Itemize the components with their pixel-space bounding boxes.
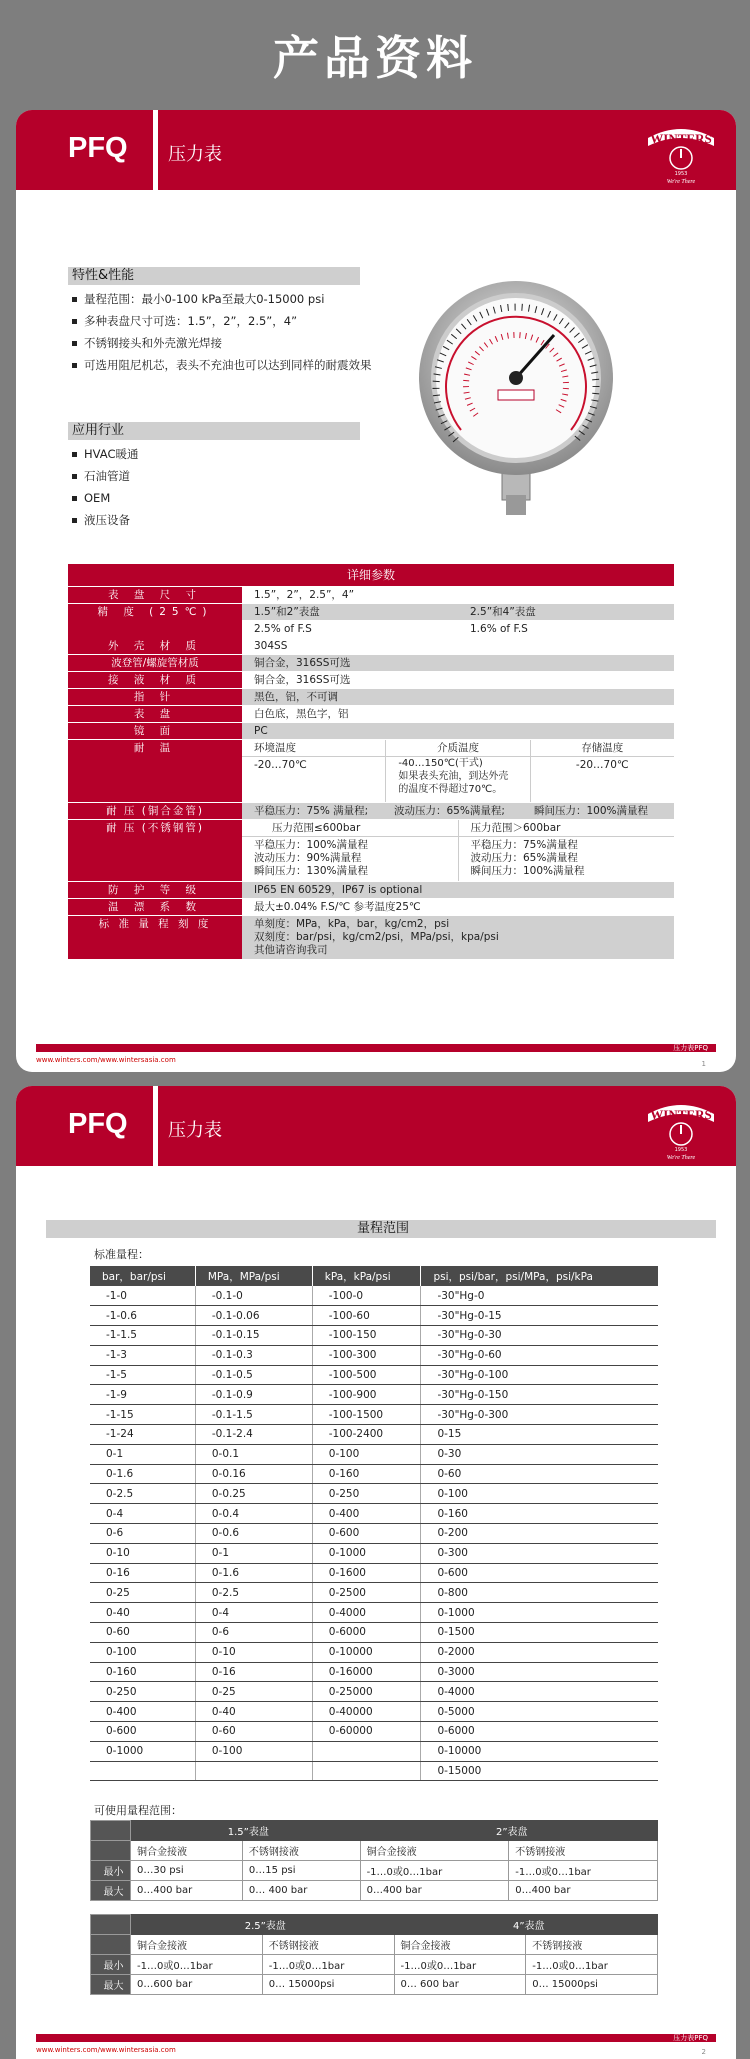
table-cell: 0-400 (90, 1702, 195, 1722)
list-item: 不锈钢接头和外壳激光焊接 (72, 332, 372, 354)
table-cell (91, 1841, 131, 1861)
table-cell: -100-500 (312, 1365, 421, 1385)
product-name: 压力表 (168, 1120, 222, 1141)
product-code: PFQ (68, 132, 128, 164)
row-label: 标 准 量 程 刻 度 (68, 916, 242, 959)
table-row (68, 672, 674, 689)
table-row (91, 1955, 658, 1975)
row-label: 外 壳 材 质 (68, 638, 242, 654)
product-page-2 (16, 1086, 736, 2059)
table-row (90, 1662, 658, 1682)
table-cell (91, 1821, 131, 1841)
temp-header: 存储温度 (531, 740, 674, 757)
page-number: 2 (701, 2048, 706, 2056)
table-cell: -1-0 (90, 1286, 195, 1306)
table-row (90, 1623, 658, 1643)
table-cell: 0-6 (195, 1623, 312, 1643)
table-cell: 0-40 (195, 1702, 312, 1722)
table-cell: 0-1000 (90, 1741, 195, 1761)
table-cell: 0-1 (90, 1444, 195, 1464)
table-row (68, 723, 674, 740)
table-row (68, 638, 674, 655)
row-label: 温 漂 系 数 (68, 899, 242, 915)
table-cell: 0-2000 (421, 1642, 658, 1662)
row-value: 铜合金，316SS可选 (242, 655, 674, 671)
page-main-title: 产品资料 (273, 31, 477, 85)
table-cell: -30"Hg-0 (421, 1286, 658, 1306)
table-header-row (90, 1266, 658, 1286)
table-cell: 0-1.6 (195, 1563, 312, 1583)
table-row (90, 1484, 658, 1504)
range-heading: 量程范围 (46, 1220, 716, 1238)
table-cell: 0-250 (90, 1682, 195, 1702)
table-cell (90, 1761, 195, 1781)
table-cell: -30"Hg-0-100 (421, 1365, 658, 1385)
table-cell: 0-15 (421, 1425, 658, 1445)
row-label: 指 针 (68, 689, 242, 705)
table-cell: -100-900 (312, 1385, 421, 1405)
table-cell: 0-200 (421, 1524, 658, 1544)
table-cell: -30"Hg-0-30 (421, 1326, 658, 1346)
table-row (91, 1935, 658, 1955)
table-row (90, 1425, 658, 1445)
table-cell: -0.1-0.3 (195, 1345, 312, 1365)
list-item: 多种表盘尺寸可选：1.5”，2”，2.5”，4” (72, 310, 372, 332)
winters-logo-icon (644, 116, 718, 186)
table-cell: -1…0或0…1bar (509, 1861, 658, 1881)
table-cell: 2.5”表盘 (131, 1915, 395, 1935)
table-row (90, 1722, 658, 1742)
row-value: 波动压力：65%满量程; (394, 805, 505, 817)
column-header: MPa，MPa/psi (195, 1266, 312, 1286)
table-cell: 最大 (91, 1881, 131, 1901)
svg-text:We're There: We're There (666, 1155, 696, 1161)
table-cell: 0-1 (195, 1543, 312, 1563)
table-cell: 0-600 (90, 1722, 195, 1742)
table-cell: 0-1000 (312, 1543, 421, 1563)
table-row (90, 1543, 658, 1563)
temp-value: -20…70℃ (254, 759, 307, 771)
table-cell: 0-2.5 (90, 1484, 195, 1504)
row-label: 接 液 材 质 (68, 672, 242, 688)
page-header (16, 1086, 736, 1166)
table-row (90, 1405, 658, 1425)
table-row (68, 803, 674, 820)
table-cell: -30"Hg-0-300 (421, 1405, 658, 1425)
pss-header: 压力范围≤600bar (242, 820, 458, 837)
table-cell: 0-60000 (312, 1722, 421, 1742)
table-cell (91, 1915, 131, 1935)
table-row (91, 1841, 658, 1861)
table-cell: 0-15000 (421, 1761, 658, 1781)
row-value: PC (242, 723, 674, 739)
table-row (68, 820, 674, 882)
list-item: 石油管道 (72, 465, 372, 487)
table-row (90, 1761, 658, 1781)
pss-col (459, 820, 675, 881)
row-label: 精 度 (25℃) (68, 604, 242, 638)
table-cell: 铜合金接液 (131, 1841, 243, 1861)
table-cell: 4”表盘 (394, 1915, 658, 1935)
table-cell: -100-60 (312, 1306, 421, 1326)
table-cell (312, 1741, 421, 1761)
table-cell: 0-2500 (312, 1583, 421, 1603)
avail-caption: 可使用量程范围： (94, 1804, 182, 1817)
table-cell: -1…0或0…1bar (360, 1861, 509, 1881)
table-cell: -30"Hg-0-150 (421, 1385, 658, 1405)
table-cell: -1-24 (90, 1425, 195, 1445)
table-cell: -1…0或0…1bar (394, 1955, 526, 1975)
table-cell: -1-3 (90, 1345, 195, 1365)
table-cell: 0-400 (312, 1504, 421, 1524)
table-cell: 0-1600 (312, 1563, 421, 1583)
row-label: 耐 温 (68, 740, 242, 802)
table-row (90, 1286, 658, 1306)
table-cell: 2”表盘 (360, 1821, 657, 1841)
table-cell: 0…400 bar (509, 1881, 658, 1901)
product-name: 压力表 (168, 144, 222, 165)
row-value: 2.5”和4”表盘 (458, 604, 674, 620)
table-cell: -0.1-0.5 (195, 1365, 312, 1385)
table-row (91, 1821, 658, 1841)
table-cell: 0-1500 (421, 1623, 658, 1643)
table-row (90, 1345, 658, 1365)
table-cell: 0-4 (90, 1504, 195, 1524)
table-cell: 1.5”表盘 (131, 1821, 361, 1841)
header-divider (153, 110, 158, 190)
table-cell: 0-10 (195, 1642, 312, 1662)
table-cell: -0.1-0.06 (195, 1306, 312, 1326)
table-row (91, 1861, 658, 1881)
table-cell: -0.1-2.4 (195, 1425, 312, 1445)
table-cell: 0-1.6 (90, 1464, 195, 1484)
table-cell: 铜合金接液 (394, 1935, 526, 1955)
table-cell: 0-6000 (421, 1722, 658, 1742)
table-cell: 0-600 (421, 1563, 658, 1583)
table-cell: -0.1-0 (195, 1286, 312, 1306)
table-cell: 0-4000 (312, 1603, 421, 1623)
table-cell: 0… 600 bar (394, 1975, 526, 1995)
row-value: 单刻度：MPa，kPa，bar，kg/cm2，psi 双刻度：bar/psi，kg/cm2/psi，MPa/psi，kpa/psi 其他请咨询我司 (242, 916, 674, 959)
temp-col (242, 740, 386, 802)
table-cell: 0-0.25 (195, 1484, 312, 1504)
winters-logo-icon (644, 1092, 718, 1162)
table-row (90, 1444, 658, 1464)
temp-value: -20…70℃ (575, 759, 629, 771)
table-cell: -100-1500 (312, 1405, 421, 1425)
table-cell: 0-10000 (312, 1642, 421, 1662)
table-row (90, 1642, 658, 1662)
table-cell: -30"Hg-0-15 (421, 1306, 658, 1326)
table-cell: 不锈钢接液 (262, 1935, 394, 1955)
industry-heading: 应用行业 (68, 422, 360, 440)
table-cell: 铜合金接液 (360, 1841, 509, 1861)
pss-header: 压力范围＞600bar (459, 820, 675, 837)
table-cell: 不锈钢接液 (242, 1841, 360, 1861)
product-page-1 (16, 110, 736, 1072)
table-cell: 0-60 (421, 1464, 658, 1484)
footer-bar (36, 2034, 716, 2042)
table-row (91, 1975, 658, 1995)
table-cell (312, 1761, 421, 1781)
table-cell: 0-10 (90, 1543, 195, 1563)
list-item: HVAC暖通 (72, 443, 372, 465)
svg-text:WINTERS: WINTERS (650, 1107, 712, 1122)
row-label: 波登管/螺旋管材质 (68, 655, 242, 671)
table-row (68, 706, 674, 723)
table-cell: 0-4 (195, 1603, 312, 1623)
table-cell: 0-100 (312, 1444, 421, 1464)
footer-url[interactable]: www.winters.com/www.wintersasia.com (36, 2046, 176, 2054)
specs-title: 详细参数 (68, 564, 674, 587)
pss-values: 平稳压力：75%满量程 波动压力：65%满量程 瞬间压力：100%满量程 (470, 839, 585, 877)
table-cell: 0-2.5 (195, 1583, 312, 1603)
table-cell: 铜合金接液 (131, 1935, 263, 1955)
product-code: PFQ (68, 1108, 128, 1140)
table-row (90, 1741, 658, 1761)
table-row (91, 1915, 658, 1935)
table-cell: 0-60 (195, 1722, 312, 1742)
svg-text:We're There: We're There (666, 179, 696, 185)
row-label: 镜 面 (68, 723, 242, 739)
row-label: 耐 压 (铜合金管) (68, 803, 242, 819)
table-cell: 0-16 (195, 1662, 312, 1682)
table-row (68, 882, 674, 899)
table-cell: -100-2400 (312, 1425, 421, 1445)
table-cell: -100-150 (312, 1326, 421, 1346)
table-row (68, 899, 674, 916)
row-value: 铜合金，316SS可选 (242, 672, 674, 688)
pss-values: 平稳压力：100%满量程 波动压力：90%满量程 瞬间压力：130%满量程 (254, 839, 369, 877)
table-row (90, 1306, 658, 1326)
temp-col (386, 740, 530, 802)
page-header (16, 110, 736, 190)
table-row (68, 604, 674, 621)
table-cell: 0-0.4 (195, 1504, 312, 1524)
table-cell: 0-5000 (421, 1702, 658, 1722)
page-number: 1 (701, 1060, 706, 1068)
table-row (90, 1583, 658, 1603)
table-row (90, 1504, 658, 1524)
table-cell: 0-600 (312, 1524, 421, 1544)
pss-col (242, 820, 459, 881)
table-cell: -1…0或0…1bar (131, 1955, 263, 1975)
table-row (90, 1365, 658, 1385)
table-cell: 0-100 (90, 1642, 195, 1662)
features-heading: 特性&性能 (68, 267, 360, 285)
table-cell: 0-0.6 (195, 1524, 312, 1544)
table-cell: -1-0.6 (90, 1306, 195, 1326)
specs-table (68, 564, 674, 960)
table-cell: 0… 400 bar (242, 1881, 360, 1901)
row-value: 黑色，铝，不可调 (242, 689, 674, 705)
table-cell: 0…30 psi (131, 1861, 243, 1881)
table-cell: 0-40000 (312, 1702, 421, 1722)
table-cell: 不锈钢接液 (526, 1935, 658, 1955)
table-row (90, 1603, 658, 1623)
table-cell: 最小 (91, 1861, 131, 1881)
avail-table-2 (90, 1914, 658, 1995)
row-value: 平稳压力：75% 满量程; (254, 805, 369, 817)
features-list (72, 288, 372, 376)
table-cell: 0…400 bar (131, 1881, 243, 1901)
table-cell: 最小 (91, 1955, 131, 1975)
temp-value: -40…150℃(干式) 如果表头充油，到达外壳 的温度不得超过70℃。 (398, 758, 509, 795)
table-cell: -1-9 (90, 1385, 195, 1405)
svg-text:1953: 1953 (674, 1147, 688, 1153)
row-value: 1.6% of F.S (458, 621, 674, 637)
avail-table-1 (90, 1820, 658, 1901)
table-cell: 0-4000 (421, 1682, 658, 1702)
table-cell: 0-6000 (312, 1623, 421, 1643)
table-cell: 0-250 (312, 1484, 421, 1504)
row-value: IP65 EN 60529，IP67 is optional (242, 882, 674, 898)
table-cell (91, 1935, 131, 1955)
table-cell: -1-5 (90, 1365, 195, 1385)
row-label: 防 护 等 级 (68, 882, 242, 898)
table-cell: 0-40 (90, 1603, 195, 1623)
table-cell: 0-0.1 (195, 1444, 312, 1464)
table-cell: 最大 (91, 1975, 131, 1995)
row-value: 2.5% of F.S (242, 621, 458, 637)
table-cell: -1…0或0…1bar (526, 1955, 658, 1975)
table-cell: 0-25 (195, 1682, 312, 1702)
table-cell: 不锈钢接液 (509, 1841, 658, 1861)
header-divider (153, 1086, 158, 1166)
table-cell: -1-15 (90, 1405, 195, 1425)
row-value: 1.5”和2”表盘 (242, 604, 458, 620)
table-row (242, 621, 674, 638)
svg-text:WINTERS: WINTERS (650, 131, 712, 146)
list-item: 液压设备 (72, 509, 372, 531)
table-cell: 0…15 psi (242, 1861, 360, 1881)
temp-header: 环境温度 (242, 740, 385, 757)
table-cell: -100-300 (312, 1345, 421, 1365)
table-cell: 0…600 bar (131, 1975, 263, 1995)
table-row (90, 1385, 658, 1405)
table-row (90, 1702, 658, 1722)
table-cell: 0-0.16 (195, 1464, 312, 1484)
table-row (90, 1682, 658, 1702)
table-cell: 0-60 (90, 1623, 195, 1643)
table-row (90, 1464, 658, 1484)
table-cell: 0-25 (90, 1583, 195, 1603)
table-row (68, 916, 674, 960)
row-value: 1.5”，2”，2.5”，4” (242, 587, 674, 603)
row-value: 白色底，黑色字，铝 (242, 706, 674, 722)
table-cell: 0-16000 (312, 1662, 421, 1682)
table-cell: -0.1-0.9 (195, 1385, 312, 1405)
row-label: 表 盘 (68, 706, 242, 722)
table-row (68, 587, 674, 604)
table-cell: -1…0或0…1bar (262, 1955, 394, 1975)
footer-url[interactable]: www.winters.com/www.wintersasia.com (36, 1056, 176, 1064)
table-cell: 0-160 (312, 1464, 421, 1484)
table-cell: 0-10000 (421, 1741, 658, 1761)
range-table (90, 1266, 658, 1781)
temp-header: 介质温度 (386, 740, 529, 757)
row-value: 瞬间压力：100%满量程 (534, 805, 649, 817)
table-cell: 0-100 (195, 1741, 312, 1761)
temp-col (531, 740, 674, 802)
industry-list (72, 443, 372, 531)
table-cell: 0-6 (90, 1524, 195, 1544)
table-cell: 0-25000 (312, 1682, 421, 1702)
table-cell: -1-1.5 (90, 1326, 195, 1346)
table-cell: -100-0 (312, 1286, 421, 1306)
table-cell: 0-800 (421, 1583, 658, 1603)
table-cell: 0-160 (421, 1504, 658, 1524)
table-cell: -0.1-1.5 (195, 1405, 312, 1425)
footer-tag: 压力表PFQ (673, 2034, 708, 2042)
table-row (68, 689, 674, 706)
column-header: bar，bar/psi (90, 1266, 195, 1286)
table-cell: 0… 15000psi (526, 1975, 658, 1995)
table-cell: 0-16 (90, 1563, 195, 1583)
table-row (90, 1563, 658, 1583)
table-cell: 0-100 (421, 1484, 658, 1504)
row-label: 耐 压 (不锈钢管) (68, 820, 242, 881)
table-cell: 0… 15000psi (262, 1975, 394, 1995)
table-cell: 0-30 (421, 1444, 658, 1464)
table-row (90, 1326, 658, 1346)
table-cell: 0-300 (421, 1543, 658, 1563)
row-value: 304SS (242, 638, 674, 654)
column-header: kPa，kPa/psi (312, 1266, 421, 1286)
table-cell: -30"Hg-0-60 (421, 1345, 658, 1365)
table-cell: 0-160 (90, 1662, 195, 1682)
list-item: OEM (72, 487, 372, 509)
list-item: 量程范围：最小0-100 kPa至最大0-15000 psi (72, 288, 372, 310)
table-row (68, 655, 674, 672)
column-header: psi，psi/bar，psi/MPa，psi/kPa (421, 1266, 658, 1286)
row-label: 表 盘 尺 寸 (68, 587, 242, 603)
row-value: 最大±0.04% F.S/℃ 参考温度25℃ (242, 899, 674, 915)
table-cell (195, 1761, 312, 1781)
table-row (91, 1881, 658, 1901)
table-cell: -0.1-0.15 (195, 1326, 312, 1346)
pressure-gauge-image (416, 280, 616, 520)
footer-tag: 压力表PFQ (673, 1044, 708, 1052)
table-cell: 0…400 bar (360, 1881, 509, 1901)
svg-text:1953: 1953 (674, 171, 688, 177)
table-row (90, 1524, 658, 1544)
range-caption: 标准量程： (94, 1248, 149, 1261)
list-item: 可选用阻尼机芯，表头不充油也可以达到同样的耐震效果 (72, 354, 372, 376)
table-cell: 0-3000 (421, 1662, 658, 1682)
table-row (68, 740, 674, 803)
table-cell: 0-1000 (421, 1603, 658, 1623)
footer-bar (36, 1044, 716, 1052)
